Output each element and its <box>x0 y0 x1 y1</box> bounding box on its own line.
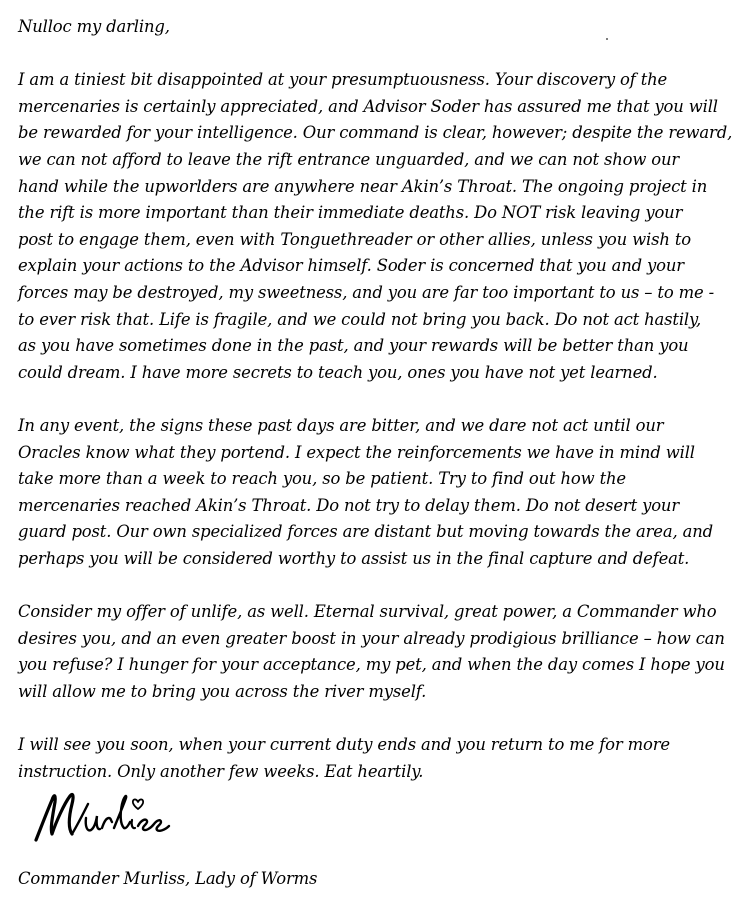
paragraph-2: In any event, the signs these past days are bitter, and we dare not act until our Oracles know what they portend. I expect the reinforcements we have in mind will take more than a week to reach you, so be patient. Try to find out how the mercenaries reached Akin’s Throat. Do not try to delay them. Do not desert your guard post. Our own specialized forces are distant but moving towards the area, and perhaps you will be considered worthy to assist us in the final capture and defeat. <box>18 415 713 568</box>
paragraph-1: I am a tiniest bit disappointed at your presumptuousness. Your discovery of the mercenaries is certainly appreciated, and Advisor Soder has assured me that you will be rewarded for your intelligence. Our command is clear, however; despite the reward, we can not afford to leave the rift entrance unguarded, and we can not show our hand while the upworlders are anywhere near Akin’s Throat. The ongoing project in the rift is more important than their immediate deaths. Do NOT risk leaving your post to engage them, even with Tonguethreader or other allies, unless you wish to explain your actions to the Advisor himself. Soder is concerned that you and your forces may be destroyed, my sweetness, and you are far too important to us – to me - to ever risk that. Life is fragile, and we could not bring you back. Do not act hastily, as you have sometimes done in the past, and your rewards will be better than you could dream. I have more secrets to teach you, ones you have not yet learned. <box>18 70 733 382</box>
paragraph-4: I will see you soon, when your current duty ends and you return to me for more instruction. Only another few weeks. Eat heartily. <box>18 735 670 781</box>
signoff: Commander Murliss, Lady of Worms <box>18 869 318 888</box>
handwritten-signature <box>30 788 220 848</box>
salutation: Nulloc my darling, <box>18 17 170 36</box>
letter-body <box>18 14 746 785</box>
paragraph-3: Consider my offer of unlife, as well. Eternal survival, great power, a Commander who desires you, and an even greater boost in your already prodigious brilliance – how can you refuse? I hunger for your acceptance, my pet, and when the day comes I hope you will allow me to bring you across the river myself. <box>18 602 725 701</box>
signature-drawing <box>30 788 220 848</box>
